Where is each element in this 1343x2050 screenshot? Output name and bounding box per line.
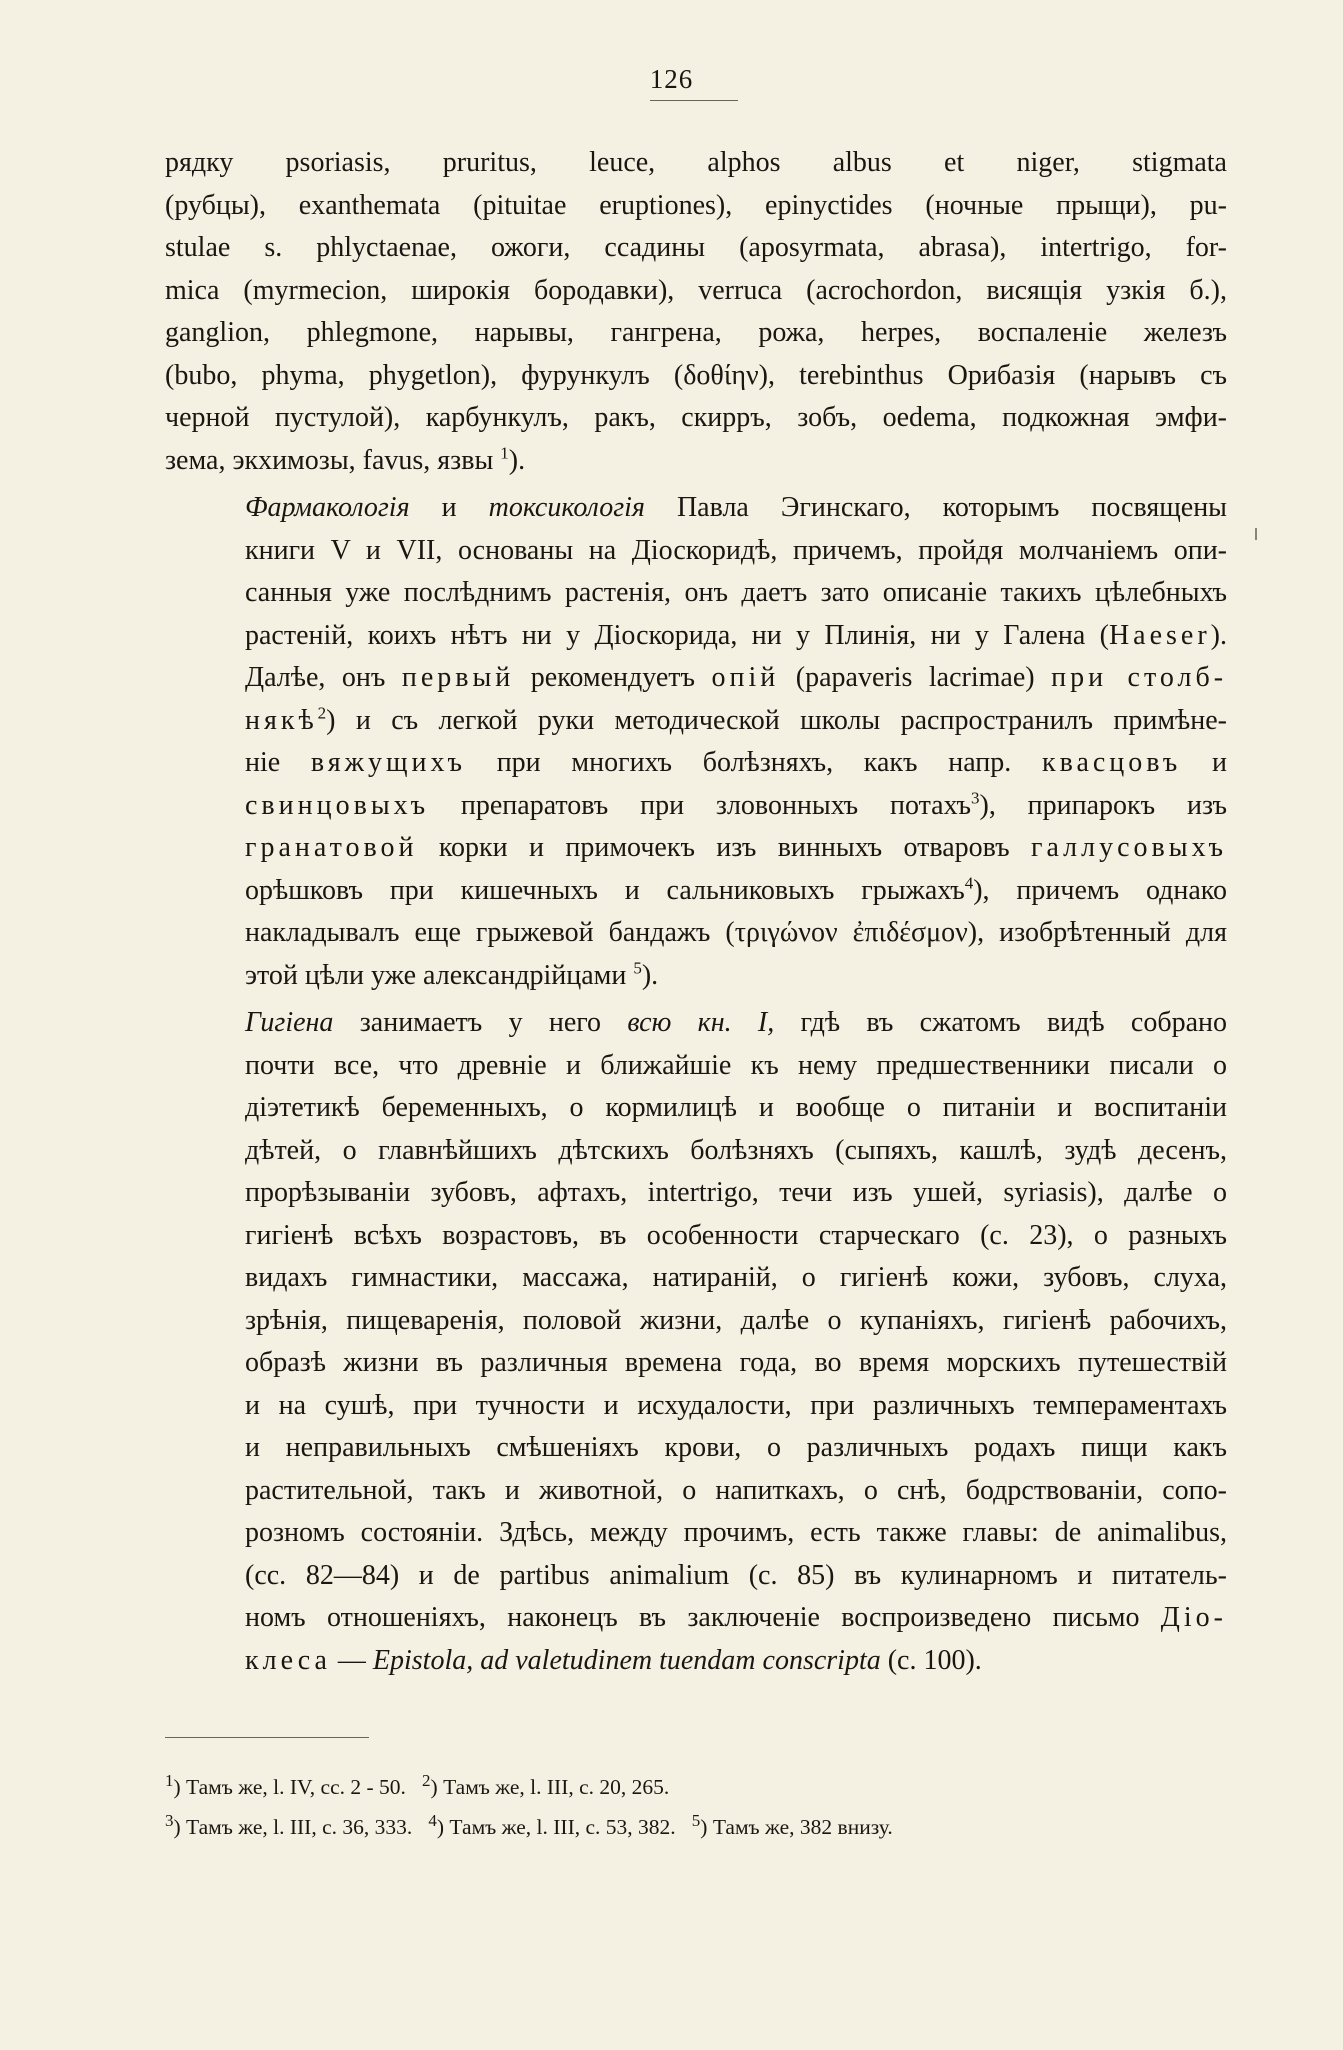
spaced-term: свинцовыхъ bbox=[245, 789, 430, 821]
footnote-rule bbox=[165, 1737, 369, 1738]
text-line bbox=[165, 827, 1227, 870]
text-run: ) и съ легкой руки методической школы распространилъ примѣне- bbox=[326, 704, 1227, 736]
text-run: растеній, коихъ нѣтъ ни у Діоскорида, ни у Плинія, ни у Галена ( bbox=[245, 619, 1109, 651]
spaced-term: Haeser bbox=[1108, 619, 1211, 651]
text-run: препаратовъ при зловонныхъ потахъ bbox=[429, 789, 972, 821]
footnote-text: ) Тамъ же, l. III, с. 36, 333. bbox=[173, 1815, 413, 1839]
spaced-term: опій bbox=[711, 662, 780, 693]
text-run: при многихъ болѣзняхъ, какъ напр. bbox=[465, 747, 1042, 778]
italic-term: Фармакологія bbox=[245, 492, 410, 523]
italic-term: всю кн. I, bbox=[627, 1007, 775, 1038]
text-run: ніе bbox=[245, 747, 311, 778]
footnote-ref: 4 bbox=[964, 873, 974, 893]
text-line: черной пустулой), карбункулъ, ракъ, скирръ, зобъ, oedema, подкожная эмфи- bbox=[165, 402, 1227, 433]
text-run: рекомендуетъ bbox=[514, 662, 712, 693]
text-run: зема, экхимозы, favus, язвы bbox=[165, 444, 494, 476]
text-run: орѣшковъ при кишечныхъ и сальниковыхъ грыжахъ bbox=[245, 874, 965, 906]
text-line: гигіенѣ всѣхъ возрастовъ, въ особенности старческаго (с. 23), о разныхъ bbox=[245, 1219, 1227, 1251]
spaced-term: някѣ bbox=[245, 704, 318, 736]
text-line: книги V и VII, основаны на Діоскоридѣ, причемъ, пройдя молчаніемъ опи- bbox=[245, 534, 1227, 566]
paragraph-pharmacology bbox=[165, 487, 1227, 997]
text-run: и bbox=[409, 492, 489, 523]
spaced-term: галлусовыхъ bbox=[1031, 832, 1227, 863]
footnote-text: ) Тамъ же, 382 внизу. bbox=[700, 1815, 893, 1839]
footnote-ref: 5 bbox=[633, 958, 642, 978]
italic-term: Гигіена bbox=[245, 1007, 334, 1038]
text-line: образѣ жизни въ различныя времена года, во время морскихъ путешествій bbox=[245, 1347, 1227, 1378]
text-line bbox=[165, 1640, 1227, 1683]
footnote-text: ) Тамъ же, l. III, с. 53, 382. bbox=[436, 1815, 676, 1839]
text-line bbox=[165, 785, 1227, 828]
spaced-term: первый bbox=[401, 662, 515, 693]
text-line bbox=[165, 1597, 1227, 1640]
text-line: діэтетикѣ беременныхъ, о кормилицѣ и вообще о питаніи и воспитаніи bbox=[245, 1092, 1227, 1123]
spaced-term: гранатовой bbox=[245, 832, 418, 863]
footnote-marker: 1 bbox=[165, 1770, 174, 1790]
text-line bbox=[165, 615, 1227, 658]
text-line: и на сушѣ, при тучности и исхудалости, при различныхъ темпераментахъ bbox=[245, 1389, 1227, 1421]
footnote-text: ) Тамъ же, l. IV, сс. 2 - 50. bbox=[173, 1775, 406, 1799]
text-run: этой цѣли уже александрійцами bbox=[245, 959, 627, 991]
text-line bbox=[165, 870, 1227, 913]
text-line: зрѣнія, пищеваренія, половой жизни, далѣе о купаніяхъ, гигіенѣ рабочихъ, bbox=[245, 1304, 1227, 1336]
body-text bbox=[165, 142, 1227, 1682]
text-run: ), причемъ однако bbox=[973, 874, 1227, 906]
footnote-line bbox=[165, 1767, 1227, 1807]
footnote-text: ) Тамъ же, l. III, с. 20, 265. bbox=[430, 1775, 670, 1799]
text-run: ), припарокъ изъ bbox=[979, 789, 1227, 821]
text-run: корки и примочекъ изъ винныхъ отваровъ bbox=[417, 832, 1032, 863]
text-line bbox=[165, 1002, 1227, 1045]
text-run: номъ отношеніяхъ, наконецъ въ заключеніе воспроизведено письмо bbox=[245, 1602, 1161, 1633]
text-line: ganglion, phlegmone, нарывы, гангрена, рожа, herpes, воспаленіе железъ bbox=[165, 317, 1227, 348]
paragraph-skin-diseases bbox=[165, 142, 1227, 482]
italic-title: Epistola, ad valetudinem tuendam conscripta bbox=[372, 1644, 881, 1676]
text-line: санныя уже послѣднимъ растенія, онъ даетъ зато описаніе такихъ цѣлебныхъ bbox=[245, 577, 1227, 608]
text-line: (bubo, phyma, phygetlon), фурункулъ (δοθίην), terebinthus Орибазія (нарывъ съ bbox=[165, 359, 1227, 391]
footnote-ref: 3 bbox=[971, 788, 980, 808]
text-run: Павла Эгинскаго, которымъ посвящены bbox=[644, 492, 1227, 523]
text-run: занимаетъ у него bbox=[333, 1007, 628, 1038]
text-line: почти все, что древніе и ближайшіе къ нему предшественники писали о bbox=[245, 1049, 1227, 1081]
text-line bbox=[165, 700, 1227, 743]
spaced-term: при столб- bbox=[1051, 662, 1228, 693]
text-line: (рубцы), exanthemata (pituitae eruptiones), epinyctides (ночные прыщи), pu- bbox=[165, 189, 1227, 221]
text-line bbox=[165, 487, 1227, 530]
text-line: розномъ состояніи. Здѣсь, между прочимъ, есть также главы: de animalibus, bbox=[245, 1517, 1227, 1548]
text-run: ). bbox=[1210, 619, 1227, 651]
text-line: и неправильныхъ смѣшеніяхъ крови, о различныхъ родахъ пищи какъ bbox=[245, 1432, 1227, 1463]
text-run: (с. 100). bbox=[880, 1644, 982, 1676]
text-line: прорѣзываніи зубовъ, афтахъ, intertrigo, течи изъ ушей, syriasis), далѣе о bbox=[245, 1177, 1227, 1208]
spaced-term: клеса bbox=[245, 1644, 331, 1676]
page-number: 126 bbox=[649, 64, 694, 94]
footnote-marker: 5 bbox=[691, 1810, 701, 1830]
footnote-marker: 2 bbox=[422, 1770, 431, 1790]
text-line: рядку psoriasis, pruritus, leuce, alphos albus et niger, stigmata bbox=[165, 147, 1227, 178]
footnote-ref: 2 bbox=[317, 703, 327, 723]
spaced-term: Діо- bbox=[1160, 1602, 1227, 1633]
text-line bbox=[165, 440, 1227, 483]
text-line bbox=[165, 657, 1227, 700]
footnote-marker: 4 bbox=[428, 1810, 437, 1830]
text-run: гдѣ въ сжатомъ видѣ собрано bbox=[774, 1007, 1227, 1038]
footnotes bbox=[165, 1767, 1227, 1847]
text-line: mica (myrmecion, широкія бородавки), verruca (acrochordon, висящія узкія б.), bbox=[165, 274, 1227, 306]
text-line: stulae s. phlyctaenae, ожоги, ссадины (aposyrmata, abrasa), intertrigo, for- bbox=[165, 232, 1227, 263]
text-run: ). bbox=[641, 959, 659, 991]
margin-mark bbox=[1255, 528, 1257, 540]
text-run: и bbox=[1181, 747, 1227, 778]
text-run: Далѣе, онъ bbox=[245, 662, 402, 693]
footnote-marker: 3 bbox=[165, 1810, 174, 1830]
paragraph-hygiene bbox=[165, 1002, 1227, 1682]
text-line: (сс. 82—84) и de partibus animalium (с. 85) въ кулинарномъ и питатель- bbox=[245, 1559, 1227, 1591]
page-number-rule bbox=[650, 100, 738, 101]
text-run: — bbox=[330, 1644, 373, 1676]
text-line: видахъ гимнастики, массажа, натираній, о гигіенѣ кожи, зубовъ, слуха, bbox=[245, 1262, 1227, 1293]
text-run: ). bbox=[508, 444, 526, 476]
text-line: растительной, такъ и животной, о напиткахъ, о снѣ, бодрствованіи, сопо- bbox=[245, 1474, 1227, 1506]
text-run: (papaveris lacrimae) bbox=[779, 662, 1052, 693]
spaced-term: вяжущихъ bbox=[310, 747, 466, 778]
text-line: дѣтей, о главнѣйшихъ дѣтскихъ болѣзняхъ (сыпяхъ, кашлѣ, зудѣ десенъ, bbox=[245, 1134, 1227, 1166]
text-line: накладывалъ еще грыжевой бандажъ (τριγώνον ἐπιδέσμον), изобрѣтенный для bbox=[245, 917, 1227, 948]
footnote-ref: 1 bbox=[500, 443, 509, 463]
text-line bbox=[165, 742, 1227, 785]
italic-term: токсикологія bbox=[488, 492, 645, 523]
footnote-line bbox=[165, 1807, 1227, 1847]
spaced-term: квасцовъ bbox=[1041, 747, 1182, 778]
text-line bbox=[165, 955, 1227, 998]
